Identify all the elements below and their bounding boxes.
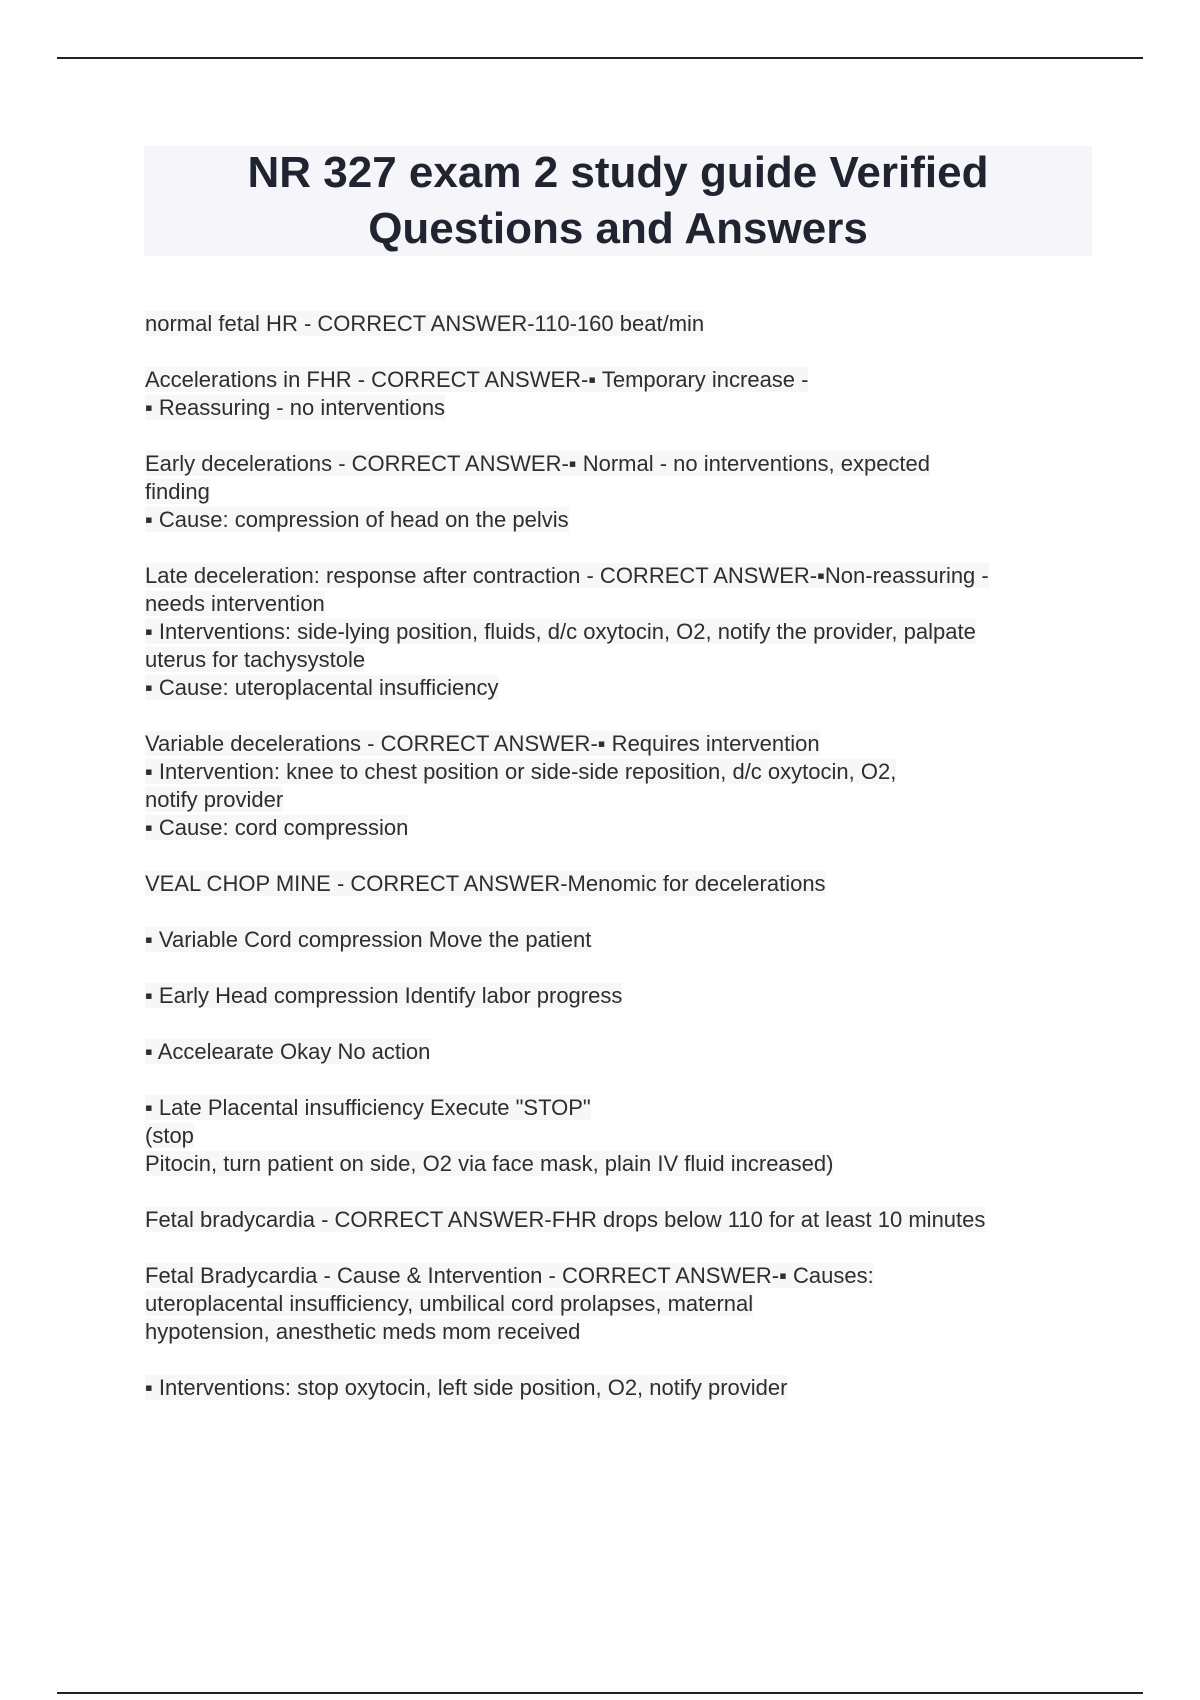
qa-entry: [145, 450, 1105, 534]
qa-line: [145, 1262, 1105, 1290]
qa-entry: [145, 1094, 1105, 1178]
qa-line-text: ▪ Cause: cord compression: [145, 815, 409, 840]
qa-entry: [145, 730, 1105, 842]
qa-entry: [145, 1262, 1105, 1346]
qa-line: [145, 870, 1105, 898]
qa-line: [145, 478, 1105, 506]
qa-line: [145, 1122, 1105, 1150]
qa-line: [145, 1290, 1105, 1318]
qa-entry: [145, 870, 1105, 898]
qa-line: [145, 646, 1105, 674]
qa-line-text: ▪ Variable Cord compression Move the patient: [145, 927, 592, 952]
qa-entry: [145, 562, 1105, 702]
qa-line-text: ▪ Reassuring - no interventions: [145, 395, 446, 420]
qa-line: [145, 618, 1105, 646]
qa-line-text: uteroplacental insufficiency, umbilical cord prolapses, maternal: [145, 1291, 754, 1316]
qa-entry: [145, 1206, 1105, 1234]
qa-line: [145, 562, 1105, 590]
qa-line-text: ▪ Early Head compression Identify labor progress: [145, 983, 623, 1008]
qa-line: [145, 1206, 1105, 1234]
qa-line: [145, 590, 1105, 618]
qa-line-text: notify provider: [145, 787, 284, 812]
qa-line-text: Fetal Bradycardia - Cause & Intervention - CORRECT ANSWER-▪ Causes:: [145, 1263, 874, 1288]
qa-line-text: needs intervention: [145, 591, 325, 616]
title-line-1: NR 327 exam 2 study guide Verified: [247, 148, 989, 197]
qa-line-text: ▪ Interventions: side-lying position, fluids, d/c oxytocin, O2, notify the provider, palpate: [145, 619, 976, 644]
qa-line-text: (stop: [145, 1123, 194, 1148]
qa-line-text: uterus for tachysystole: [145, 647, 366, 672]
qa-line: [145, 982, 1105, 1010]
qa-line: [145, 1318, 1105, 1346]
document-title: [248, 145, 989, 257]
qa-line-text: Early decelerations - CORRECT ANSWER-▪ Normal - no interventions, expected: [145, 451, 931, 476]
qa-line: [145, 450, 1105, 478]
qa-line-text: ▪ Interventions: stop oxytocin, left side position, O2, notify provider: [145, 1375, 788, 1400]
title-banner: [144, 146, 1092, 256]
qa-line-text: ▪ Cause: uteroplacental insufficiency: [145, 675, 499, 700]
title-line-2: Questions and Answers: [368, 204, 868, 253]
qa-line-text: Late deceleration: response after contraction - CORRECT ANSWER-▪Non-reassuring -: [145, 563, 989, 588]
qa-line: [145, 758, 1105, 786]
qa-entry: [145, 1374, 1105, 1402]
qa-line: [145, 506, 1105, 534]
qa-line-text: hypotension, anesthetic meds mom received: [145, 1319, 581, 1344]
qa-line: [145, 786, 1105, 814]
qa-line: [145, 1150, 1105, 1178]
qa-entry: [145, 366, 1105, 422]
qa-line: [145, 1374, 1105, 1402]
qa-line-text: VEAL CHOP MINE - CORRECT ANSWER-Menomic for decelerations: [145, 871, 826, 896]
qa-line-text: Fetal bradycardia - CORRECT ANSWER-FHR drops below 110 for at least 10 minutes: [145, 1207, 986, 1232]
qa-line-text: ▪ Accelearate Okay No action: [145, 1039, 431, 1064]
top-rule: [57, 57, 1143, 59]
qa-entry: [145, 1038, 1105, 1066]
qa-line-text: Accelerations in FHR - CORRECT ANSWER-▪ Temporary increase -: [145, 367, 809, 392]
qa-entry: [145, 310, 1105, 338]
qa-entry: [145, 926, 1105, 954]
qa-line: [145, 730, 1105, 758]
qa-line: [145, 674, 1105, 702]
qa-line: [145, 926, 1105, 954]
qa-line: [145, 1038, 1105, 1066]
qa-line-text: ▪ Late Placental insufficiency Execute "STOP": [145, 1095, 591, 1120]
qa-list: [145, 310, 1105, 1430]
qa-line-text: Variable decelerations - CORRECT ANSWER-▪ Requires intervention: [145, 731, 820, 756]
qa-line-text: ▪ Intervention: knee to chest position or side-side reposition, d/c oxytocin, O2,: [145, 759, 897, 784]
qa-line: [145, 366, 1105, 394]
qa-entry: [145, 982, 1105, 1010]
qa-line-text: normal fetal HR - CORRECT ANSWER-110-160 beat/min: [145, 311, 705, 336]
qa-line-text: ▪ Cause: compression of head on the pelvis: [145, 507, 569, 532]
bottom-rule: [57, 1692, 1143, 1694]
qa-line: [145, 394, 1105, 422]
qa-line: [145, 1094, 1105, 1122]
qa-line-text: Pitocin, turn patient on side, O2 via face mask, plain IV fluid increased): [145, 1151, 834, 1176]
qa-line: [145, 310, 1105, 338]
qa-line: [145, 814, 1105, 842]
qa-line-text: finding: [145, 479, 210, 504]
